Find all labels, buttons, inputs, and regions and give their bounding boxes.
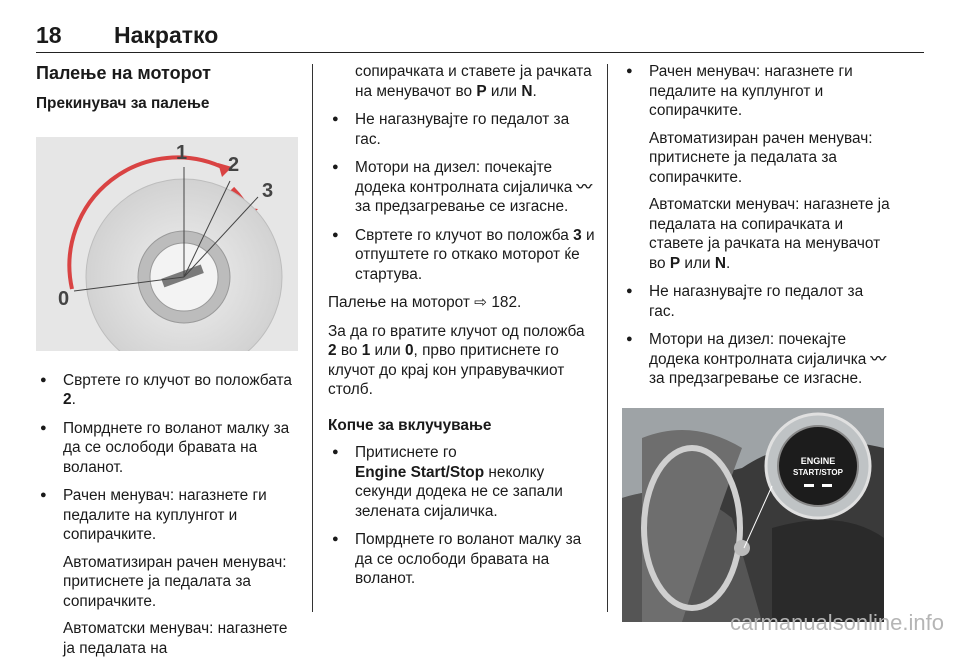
engine-button-label-1: ENGINE: [800, 455, 836, 466]
reference-text: Палење на моторот ⇨ 182.: [328, 294, 522, 311]
engine-start-stop-photo: [622, 408, 884, 622]
list-item: ● Свртете го клучот во положба 3 и отпуштете го откако моторот ќе стартува.: [328, 226, 596, 285]
engine-button-label-2: START/STOP: [793, 467, 843, 477]
list-item: ● Притиснете го Engine Start/Stop неколку секунди додека не се запали зелената сијаличка.: [328, 443, 596, 521]
column-divider-2: [607, 64, 608, 612]
list-item: ● Свртете го клучот во положбата 2.: [36, 371, 300, 410]
subhead-power-button: Копче за вклучување: [328, 416, 492, 434]
list-item: ● Рачен менувач: нагазнете ги педалите на куплунгот и сопирачките. Автоматизиран рачен менувач: притиснете ја педалата за сопирачките. Автоматски менувач: нагазнете ја педалата на сопирачката и ставете ја рачката на менувачот во P или N.: [622, 62, 890, 273]
list-item: ● Рачен менувач: нагазнете ги педалите на куплунгот и сопирачките. Автоматизиран рачен менувач: притиснете ја педалата за сопирачките. Автоматски менувач: нагазнете ја педалата на: [36, 486, 300, 658]
glow-plug-icon: 〰: [576, 178, 593, 196]
section-title: Палење на моторот: [36, 63, 211, 83]
column-1: [36, 58, 300, 667]
list-item: ● Не нагазнувајте го педалот за гас.: [328, 110, 596, 149]
position-label-3: 3: [262, 180, 274, 202]
list-item: ● Мотори на дизел: почекајте додека контролната сијаличка 〰 за предзагревање се изгасне.: [328, 158, 596, 217]
list-item: ● Мотори на дизел: почекајте додека контролната сијаличка 〰 за предзагревање се изгасне.: [622, 330, 890, 389]
column-2: [328, 62, 596, 598]
page-number: 18: [36, 22, 62, 48]
page-header: [36, 22, 924, 53]
position-label-2: 2: [228, 154, 240, 176]
list-item: ● Не нагазнувајте го педалот за гас.: [622, 282, 890, 321]
column-3: [622, 62, 890, 627]
column-divider-1: [312, 64, 313, 612]
paragraph: За да го вратите клучот од положба 2 во 1 или 0, прво притиснете го клучот до крај кон управувачкиот столб.: [328, 322, 585, 398]
subhead-ignition-switch: Прекинувач за палење: [36, 94, 210, 112]
watermark-text: carmanualsonline.info: [729, 610, 944, 635]
ignition-switch-illustration: [36, 137, 298, 351]
continued-text: сопирачката и ставете ја рачката на менувачот во P или N.: [355, 63, 592, 100]
position-label-0: 0: [58, 288, 70, 310]
position-label-1: 1: [176, 142, 188, 164]
page-title: Накратко: [114, 22, 219, 48]
list-item: ● Помрднете го воланот малку за да се ослободи бравата на воланот.: [36, 419, 300, 478]
list-item: ● Помрднете го воланот малку за да се ослободи бравата на воланот.: [328, 530, 596, 589]
glow-plug-icon: 〰: [870, 350, 887, 368]
